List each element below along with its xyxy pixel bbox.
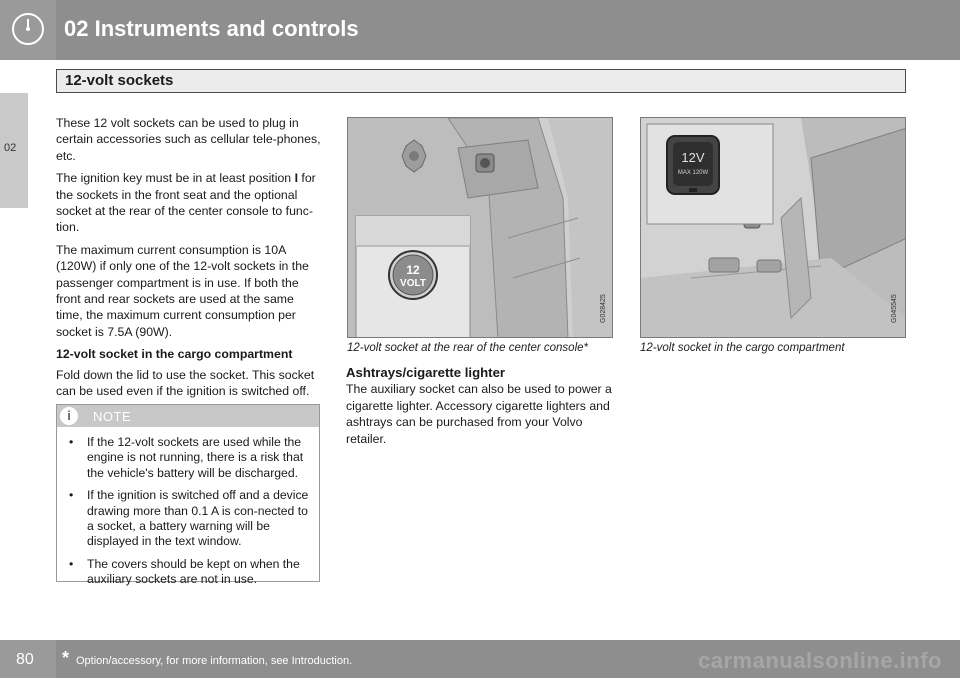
page-number-box — [0, 640, 56, 678]
current-paragraph: The maximum current consumption is 10A (120W) if only one of the 12-volt sockets in the passenger compartment is in use. If both the front and rear sockets are used at the same time, the maximum current consumption per socket is 7.5A (90W). — [56, 242, 309, 339]
middle-column — [346, 365, 612, 447]
ashtray-paragraph: The auxiliary socket can also be used to power a cigarette lighter. Accessory cigarette lighters and ashtrays can be purchased from your Volvo retailer. — [346, 382, 612, 446]
figure-code: G045545 — [891, 294, 898, 323]
bullet-icon: • — [69, 435, 74, 449]
chapter-side-tab — [0, 93, 28, 208]
section-title: 12-volt sockets — [65, 72, 174, 89]
figure-caption: 12-volt socket at the rear of the center console* — [347, 342, 588, 354]
section-header — [56, 69, 906, 93]
chapter-title: 02 Instruments and controls — [64, 16, 359, 41]
footnote-text: Option/accessory, for more information, see Introduction. — [76, 655, 353, 667]
left-column — [56, 115, 322, 406]
socket-label-bottom: VOLT — [400, 278, 426, 289]
ignition-position: I — [294, 171, 298, 186]
watermark: carmanualsonline.info — [698, 648, 942, 673]
note-list — [57, 427, 319, 588]
socket-label-top: 12 — [406, 263, 420, 277]
cargo-compartment-illustration — [641, 118, 906, 338]
note-item-text: If the 12-volt sockets are used while the engine is not running, there is a risk that the vehicle's battery will be discharged. — [87, 435, 304, 480]
figure-code: G028425 — [600, 294, 607, 323]
intro-paragraph: These 12 volt sockets can be used to plug in certain accessories such as cellular tele-phones, etc. — [56, 116, 321, 163]
cargo-paragraph: Fold down the lid to use the socket. This socket can be used even if the ignition is switched off. — [56, 367, 315, 399]
ignition-text-end: for the sockets in the front seat and the optional socket at the rear of the center console to func-tion. — [56, 171, 316, 235]
center-console-illustration — [348, 118, 613, 338]
ignition-paragraph — [56, 170, 322, 236]
bullet-icon: • — [69, 556, 74, 571]
footnote-star: * — [62, 648, 70, 668]
side-tab-label: 02 — [4, 142, 17, 154]
figure-caption: 12-volt socket in the cargo compartment — [640, 342, 845, 354]
ignition-text: The ignition key must be in at least position — [56, 171, 295, 186]
note-item — [69, 557, 313, 588]
info-icon: i — [60, 407, 78, 425]
page-number: 80 — [16, 651, 34, 668]
note-box — [56, 404, 320, 587]
note-item-text: If the ignition is switched off and a device drawing more than 0.1 A is con-nected to a socket, a battery warning will be displayed in the text window. — [87, 488, 309, 549]
page-footer — [0, 640, 960, 678]
note-item-text: The covers should be kept on when the auxiliary sockets are not in use. — [87, 556, 300, 587]
socket-cover-rating: MAX 120W — [677, 170, 709, 176]
ashtray-heading: Ashtrays/cigarette lighter — [346, 365, 506, 380]
center-console-socket-figure — [347, 117, 613, 338]
gauge-icon — [11, 12, 45, 46]
chapter-icon-box — [0, 0, 56, 60]
note-header — [57, 405, 319, 427]
note-title: NOTE — [93, 409, 132, 424]
cargo-socket-figure — [640, 117, 906, 338]
cargo-heading: 12-volt socket in the cargo compartment — [56, 347, 293, 362]
note-item — [69, 435, 313, 481]
bullet-icon: • — [69, 488, 74, 503]
socket-cover-label: 12V — [681, 150, 705, 165]
chapter-header — [0, 0, 960, 60]
note-item — [69, 488, 313, 550]
